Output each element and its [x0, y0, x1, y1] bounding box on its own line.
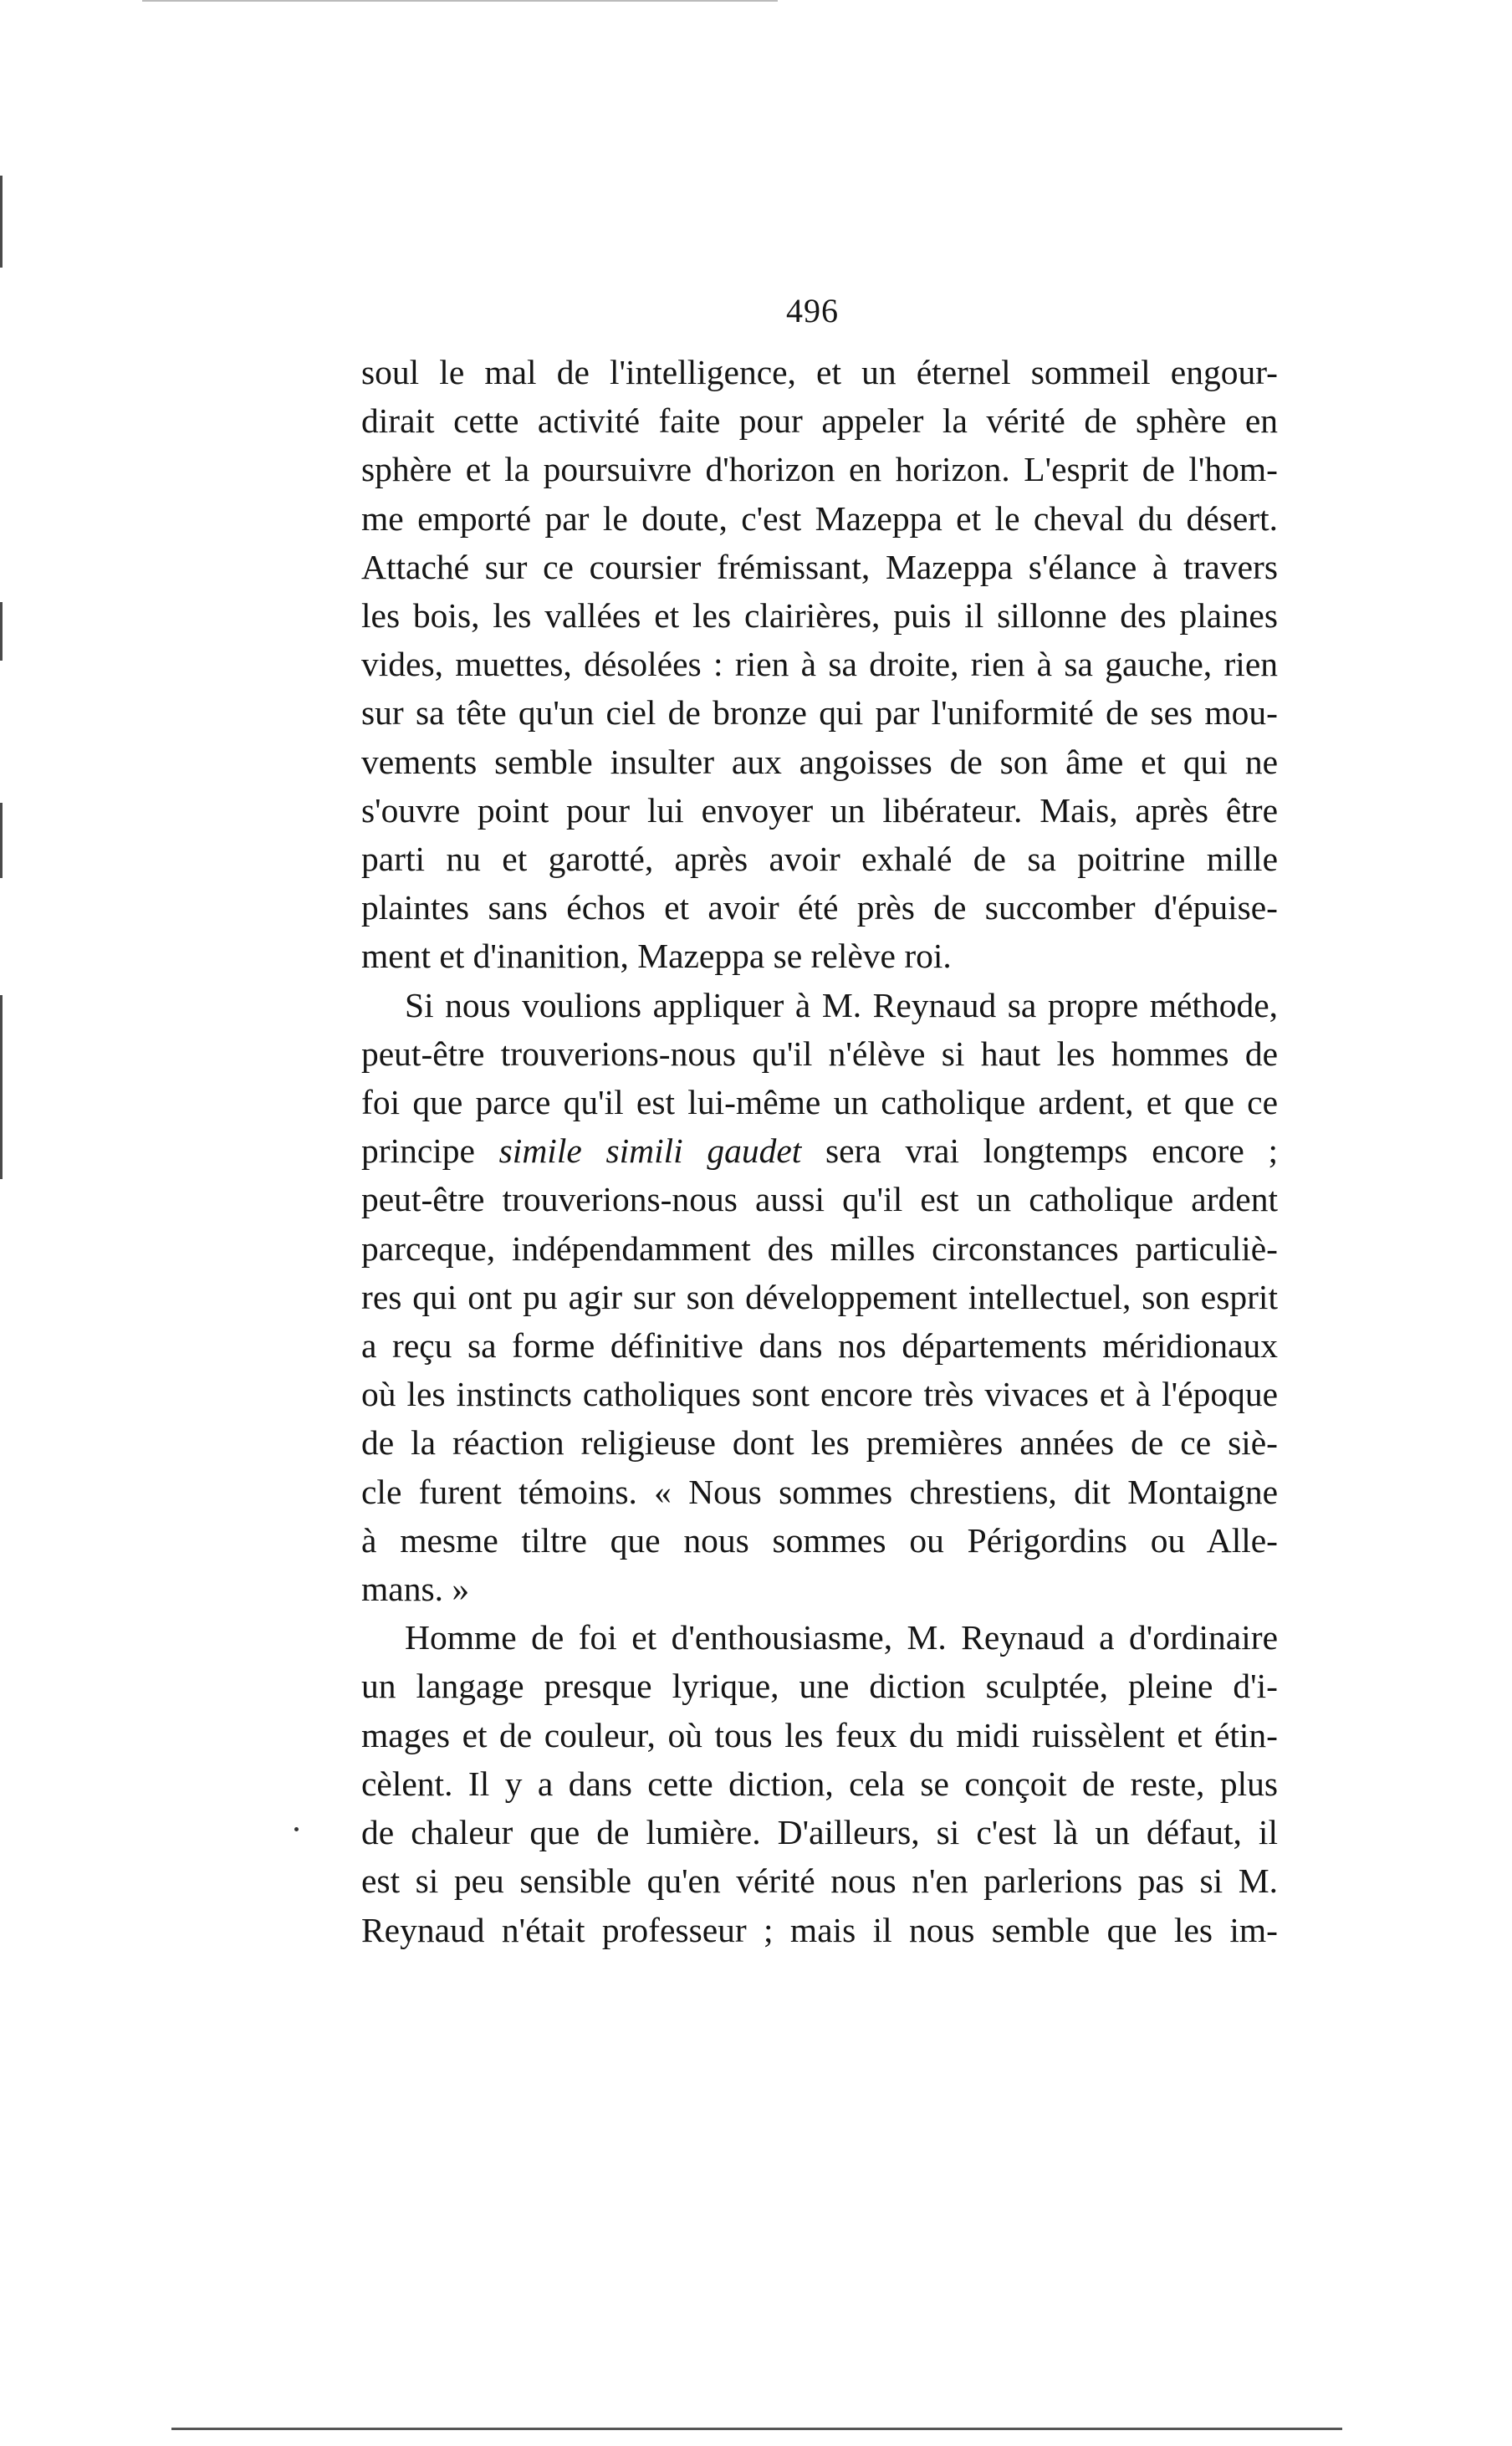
text-line: sur sa tête qu'un ciel de bronze qui par l'uniformité de ses mou-	[361, 693, 1278, 733]
left-edge-mark	[0, 995, 3, 1121]
text-line: parti nu et garotté, après avoir exhalé de sa poitrine mille	[361, 840, 1278, 879]
text-line: soul le mal de l'intelligence, et un éternel sommeil engour-	[361, 353, 1278, 391]
text-line: les bois, les vallées et les clairières, puis il sillonne des plaines	[361, 596, 1278, 636]
text-line: où les instincts catholiques sont encore très vivaces et à l'époque	[361, 1375, 1278, 1414]
text-line: res qui ont pu agir sur son développement intellectuel, son esprit	[361, 1277, 1278, 1316]
left-edge-mark	[0, 176, 3, 268]
text-line: plaintes sans échos et avoir été près de succomber d'épuise-	[361, 888, 1278, 927]
text-line: vides, muettes, désolées : rien à sa droite, rien à sa gauche, rien	[361, 645, 1278, 684]
text-fragment: sera vrai longtemps encore ;	[825, 1131, 1278, 1171]
text-line: dirait cette activité faite pour appeler la vérité de sphère en	[361, 401, 1278, 441]
left-edge-mark	[0, 1121, 3, 1179]
text-fragment: principe	[361, 1131, 475, 1171]
text-line: Attaché sur ce coursier frémissant, Mazeppa s'élance à travers	[361, 547, 1278, 586]
text-line: s'ouvre point pour lui envoyer un libérateur. Mais, après être	[361, 790, 1278, 830]
text-line: peut-être trouverions-nous qu'il n'élève si haut les hommes de	[361, 1034, 1278, 1073]
latin-quote: simile simili gaudet	[498, 1131, 802, 1171]
text-line: de la réaction religieuse dont les premières années de ce siè-	[361, 1423, 1278, 1463]
text-line: de chaleur que de lumière. D'ailleurs, si c'est là un défaut, il	[361, 1813, 1278, 1852]
text-line: cle furent témoins. « Nous sommes chrestiens, dit Montaigne	[361, 1472, 1278, 1511]
text-line-with-quote	[361, 1126, 1278, 1175]
text-line: Si nous voulions appliquer à M. Reynaud sa propre méthode,	[405, 985, 1278, 1024]
top-edge-line	[142, 0, 778, 2]
body-text	[361, 348, 1278, 1954]
text-line: Homme de foi et d'enthousiasme, M. Reynaud a d'ordinaire	[405, 1618, 1278, 1657]
text-line: cèlent. Il y a dans cette diction, cela se conçoit de reste, plus	[361, 1764, 1278, 1803]
text-line: peut-être trouverions-nous aussi qu'il est un catholique ardent	[361, 1180, 1278, 1219]
ink-speck	[294, 1827, 299, 1831]
text-line: a reçu sa forme définitive dans nos départements méridionaux	[361, 1326, 1278, 1366]
text-line: ment et d'inanition, Mazeppa se relève roi.	[361, 937, 952, 976]
text-line: mages et de couleur, où tous les feux du midi ruissèlent et étin-	[361, 1715, 1278, 1754]
text-line: me emporté par le doute, c'est Mazeppa et le cheval du désert.	[361, 498, 1278, 538]
text-line: Reynaud n'était professeur ; mais il nous semble que les im-	[361, 1910, 1278, 1949]
left-edge-mark	[0, 602, 3, 661]
left-edge-mark	[0, 803, 3, 878]
page-number: 496	[786, 292, 839, 329]
text-line: parceque, indépendamment des milles circonstances particuliè-	[361, 1228, 1278, 1268]
text-line: un langage presque lyrique, une diction sculptée, pleine d'i-	[361, 1667, 1278, 1706]
bottom-edge-line	[171, 2428, 1342, 2430]
text-line: est si peu sensible qu'en vérité nous n'en parlerions pas si M.	[361, 1861, 1278, 1901]
text-line: foi que parce qu'il est lui-même un catholique ardent, et que ce	[361, 1083, 1278, 1122]
text-line: à mesme tiltre que nous sommes ou Périgordins ou Alle-	[361, 1520, 1278, 1560]
text-line: mans. »	[361, 1570, 470, 1609]
text-line: vements semble insulter aux angoisses de son âme et qui ne	[361, 742, 1278, 781]
text-line: sphère et la poursuivre d'horizon en horizon. L'esprit de l'hom-	[361, 450, 1278, 489]
